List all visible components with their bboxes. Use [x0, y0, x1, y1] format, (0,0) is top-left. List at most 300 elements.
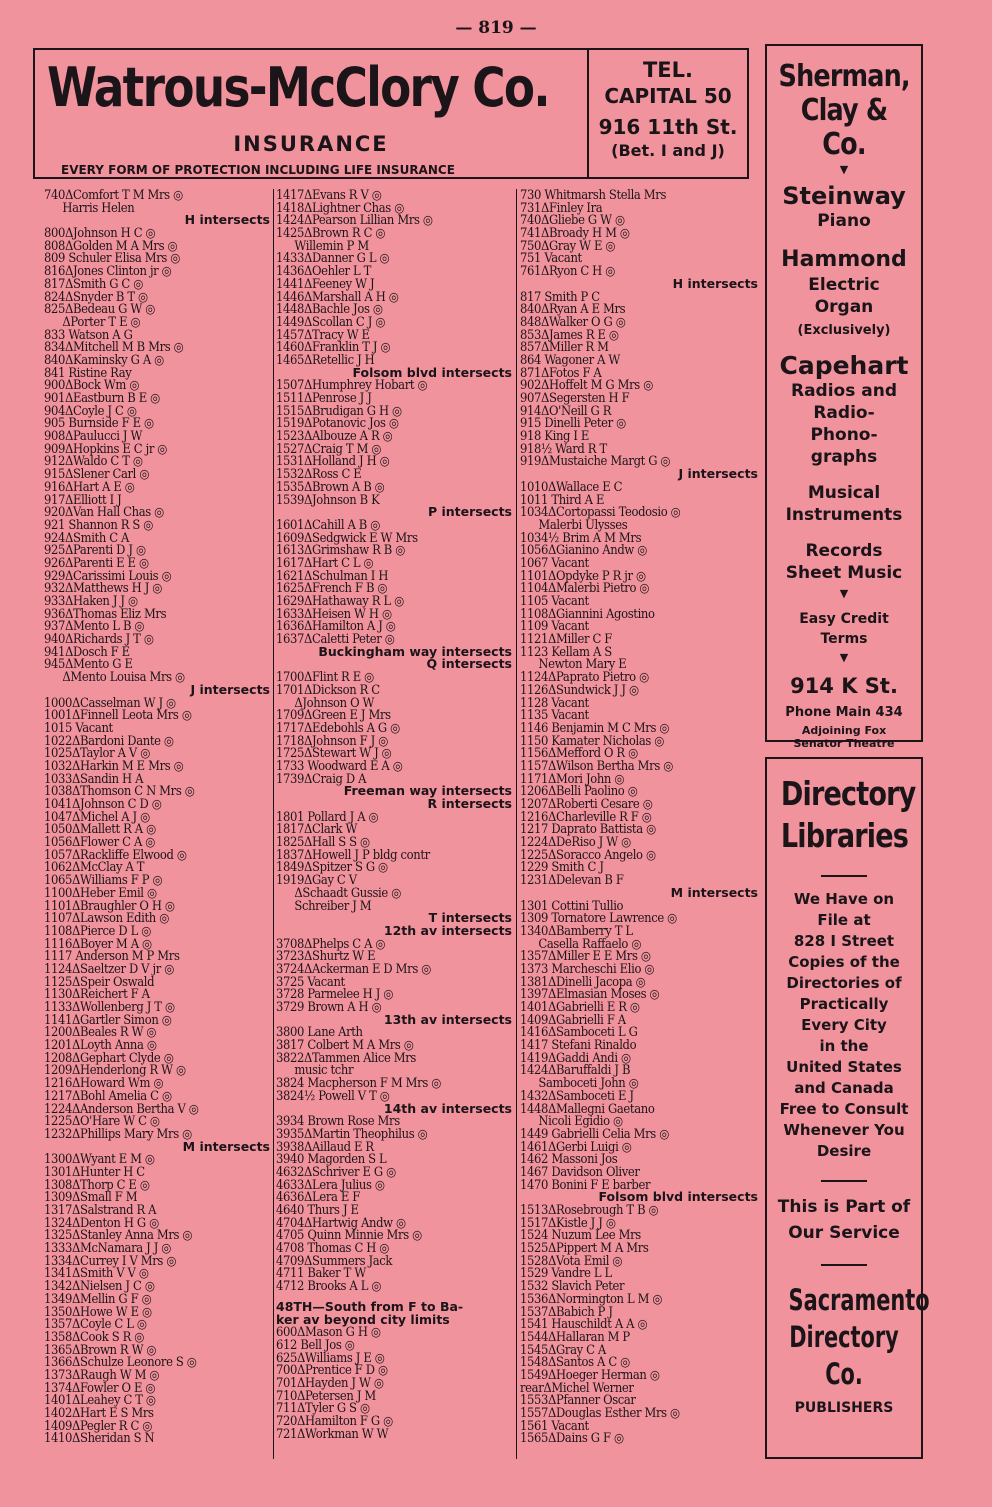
- directory-entry: 761ΔRyon C H ◎: [520, 263, 615, 279]
- directory-entry: 902ΔHoffelt M G Mrs ◎: [520, 377, 653, 393]
- directory-entry: 1532ΔRoss C E: [276, 466, 362, 482]
- directory-entry: 848ΔWalker O G ◎: [520, 313, 626, 329]
- directory-title-line1: Directory: [780, 774, 916, 813]
- directory-entry: 730 Whitmarsh Stella Mrs: [520, 187, 667, 202]
- directory-body-line: Directories of: [786, 974, 902, 992]
- directory-entry: 864 Wagoner A W: [520, 351, 620, 367]
- directory-entry: 912ΔWaldo C T ◎: [44, 453, 143, 469]
- directory-entry: 1519ΔPotanovic Jos ◎: [276, 415, 399, 431]
- directory-entry: 924ΔSmith C A: [44, 529, 130, 545]
- directory-entry: 1216ΔCharleville R F ◎: [520, 808, 652, 824]
- directory-sub-entry: Harris Helen: [62, 199, 135, 215]
- column-divider: [516, 189, 517, 1459]
- directory-entry: 1536ΔNormington L M ◎: [520, 1290, 663, 1306]
- advert-contact-panel: [589, 50, 747, 177]
- directory-entry: 1171ΔMori John ◎: [520, 770, 625, 786]
- directory-entry: 4712 Brooks A L ◎: [276, 1278, 382, 1294]
- tel-label: TEL.: [642, 58, 694, 82]
- directory-entry: 1232ΔPhillips Mary Mrs ◎: [44, 1125, 192, 1141]
- directory-entry: 1507ΔHumphrey Hobart ◎: [276, 377, 428, 393]
- insurance-label: INSURANCE: [233, 132, 389, 156]
- graphs-label: graphs: [810, 447, 878, 467]
- directory-entry: 1350ΔHowe W E ◎: [44, 1303, 152, 1319]
- arrow-icon: ▼: [839, 163, 849, 176]
- intersection-heading: 13th av intersects: [383, 1011, 512, 1027]
- directory-entry: 1011 Third A E: [520, 491, 605, 507]
- directory-entry: 1067 Vacant: [520, 554, 589, 570]
- street-heading: 48TH—South from F to Ba-: [276, 1298, 464, 1314]
- directory-entry: 1207ΔRoberti Cesare ◎: [520, 796, 653, 811]
- directory-entry: 1334ΔCurrey I V Mrs ◎: [44, 1252, 177, 1268]
- directory-entry: 1617ΔHart C L ◎: [276, 554, 374, 570]
- directory-entry: 1000ΔCasselman W J ◎: [44, 694, 176, 710]
- directory-entry: 1301 Cottini Tullio: [520, 897, 624, 913]
- directory-entry: 1528ΔVota Emil ◎: [520, 1252, 623, 1268]
- directory-entry: 1224ΔDeRiso J W ◎: [520, 834, 631, 850]
- directory-entry: 932ΔMatthews H J ◎: [44, 580, 163, 596]
- directory-entry: 1317ΔSalstrand R A: [44, 1202, 157, 1217]
- directory-entry: 1130ΔReichert F A: [44, 986, 150, 1002]
- directory-entry: 1340ΔBamberry T L: [520, 922, 633, 938]
- company-name: Watrous-McClory Co.: [47, 56, 549, 119]
- directory-entry: 1010ΔWallace E C: [520, 478, 623, 494]
- directory-entry: 1402ΔHart E S Mrs: [44, 1405, 154, 1420]
- directory-entry: 921 Shannon R S ◎: [44, 516, 154, 532]
- directory-entry: 809 Schuler Elisa Mrs ◎: [44, 250, 181, 266]
- directory-body-line: We Have on: [793, 890, 895, 908]
- directory-entry: 840ΔKaminsky G A ◎: [44, 351, 164, 367]
- directory-entry: 4640 Thurs J E: [276, 1202, 359, 1217]
- directory-body-line: and Canada: [794, 1079, 894, 1097]
- directory-sub-entry: Willemin P M: [294, 237, 369, 253]
- directory-entry: 825ΔBedeau G W ◎: [44, 301, 155, 317]
- directory-entry: 1133ΔWollenberg J T ◎: [44, 999, 175, 1014]
- directory-sub-entry: ΔPorter T E ◎: [62, 313, 141, 329]
- directory-entry: 700ΔPrentice F D ◎: [276, 1362, 388, 1378]
- directory-entry: 3824½ Powell V T ◎: [276, 1087, 390, 1103]
- directory-entry: 1448ΔBachle Jos ◎: [276, 301, 383, 317]
- directory-entry: 1739ΔCraig D A: [276, 770, 367, 786]
- directory-entry: 1100ΔHeber Emil ◎: [44, 884, 157, 900]
- intersection-heading: 14th av intersects: [383, 1100, 512, 1116]
- directory-entry: 916ΔHart A E ◎: [44, 478, 135, 494]
- directory-column-1: [44, 189, 270, 1445]
- directory-entry: 1121ΔMiller C F: [520, 631, 612, 647]
- directory-sub-entry: Newton Mary E: [538, 656, 627, 672]
- directory-entry: 904ΔCoyle J C ◎: [44, 402, 137, 418]
- protection-tagline: EVERY FORM OF PROTECTION INCLUDING LIFE INSURANCE: [61, 162, 455, 177]
- intersection-heading: M intersects: [670, 884, 758, 900]
- directory-entry: 1621ΔSchulman I H: [276, 567, 389, 583]
- electric-label: Electric: [808, 275, 880, 295]
- intersection-heading: R intersects: [427, 796, 512, 811]
- directory-entry: 1401ΔLeahey C T ◎: [44, 1392, 156, 1408]
- directory-entry: 919ΔMustaiche Margt G ◎: [520, 453, 671, 469]
- directory-entry: 1410ΔSheridan S N: [44, 1430, 155, 1446]
- directory-entry: 4709ΔSummers Jack: [276, 1252, 393, 1268]
- directory-entry: 3940 Magorden S L: [276, 1151, 387, 1167]
- directory-entry: 1231ΔDelevan B F: [520, 872, 624, 888]
- insurance-advertisement: [33, 48, 749, 179]
- directory-entry: 1357ΔCoyle C L ◎: [44, 1316, 147, 1332]
- directory-entry: 3800 Lane Arth: [276, 1024, 363, 1040]
- directory-entry: 1300ΔWyant E M ◎: [44, 1151, 155, 1167]
- directory-entry: 4632ΔSchriver E G ◎: [276, 1163, 396, 1179]
- directory-sub-entry: Malerbi Ulysses: [538, 516, 628, 532]
- directory-sub-entry: ΔMento Louisa Mrs ◎: [62, 669, 185, 685]
- directory-entry: 945ΔMento G E: [44, 656, 133, 672]
- directory-body-line: Copies of the: [788, 953, 900, 971]
- directory-entry: 1301ΔHunter H C: [44, 1163, 145, 1179]
- directory-entry: 1625ΔFrench F B ◎: [276, 580, 388, 596]
- directory-title-line2: Libraries: [780, 816, 909, 855]
- directory-entry: 1513ΔRosebrough T B ◎: [520, 1202, 659, 1217]
- directory-body-line: Practically: [799, 995, 889, 1013]
- directory-entry: 625ΔWilliams J E ◎: [276, 1349, 385, 1365]
- directory-entry: 1104ΔMalerbi Pietro ◎: [520, 580, 650, 596]
- advertiser-name-line2: Clay & Co.: [800, 93, 888, 162]
- directory-entry: 4705 Quinn Minnie Mrs ◎: [276, 1227, 422, 1243]
- directory-entry: 4711 Baker T W: [276, 1265, 366, 1281]
- directory-entry: 1216ΔHoward Wm ◎: [44, 1075, 164, 1091]
- musical-label: Musical: [807, 483, 881, 503]
- directory-body-line: 828 I Street: [793, 932, 895, 950]
- directory-entry: 1524 Nuzum Lee Mrs: [520, 1227, 641, 1243]
- street-address: 916 11th St.: [598, 115, 738, 139]
- directory-entry: 1633ΔHeisen W H ◎: [276, 605, 392, 621]
- street-heading: ker av beyond city limits: [276, 1311, 450, 1327]
- directory-entry: 929ΔCarissimi Louis ◎: [44, 567, 172, 583]
- directory-entry: 941ΔDosch F E: [44, 643, 130, 659]
- directory-entry: 920ΔVan Hall Chas ◎: [44, 504, 164, 520]
- directory-entry: 1141ΔGartler Simon ◎: [44, 1011, 172, 1027]
- directory-entry: 1418ΔLightner Chas ◎: [276, 199, 404, 215]
- directory-entry: 1539ΔJohnson B K: [276, 491, 380, 507]
- intersection-heading: H intersects: [672, 275, 758, 291]
- store-phone: Phone Main 434: [785, 705, 903, 720]
- divider: [821, 875, 867, 877]
- directory-entry: 1358ΔCook S R ◎: [44, 1328, 144, 1344]
- directory-entry: 741ΔBroady H M ◎: [520, 225, 630, 241]
- directory-entry: 1108ΔPierce D L ◎: [44, 922, 151, 938]
- directory-entry: 1441ΔFeeney W J: [276, 275, 375, 291]
- directory-entry: 1062ΔMcClay A T: [44, 859, 145, 875]
- advertiser-name: [779, 60, 910, 162]
- intersection-heading: H intersects: [184, 212, 270, 228]
- directory-entry: 1532 Slavich Peter: [520, 1278, 625, 1294]
- directory-entry: 925ΔParenti D J ◎: [44, 542, 146, 558]
- intersection-heading: T intersects: [428, 910, 512, 926]
- directory-entry: 1342ΔNielsen J C ◎: [44, 1278, 155, 1294]
- directory-entry: 817 Smith P C: [520, 288, 600, 304]
- adjoining-line2: Senator Theatre: [793, 737, 895, 750]
- directory-entry: 1517ΔKistle J J ◎: [520, 1214, 616, 1230]
- directory-entry: 1553ΔPfanner Oscar: [520, 1392, 636, 1408]
- directory-entry: 1057ΔRackliffe Elwood ◎: [44, 846, 187, 862]
- arrow-icon: ▼: [839, 651, 849, 664]
- directory-entry: 1397ΔElmasian Moses ◎: [520, 986, 660, 1002]
- directory-entry: 1465ΔRetellic J H: [276, 351, 375, 367]
- directory-entry: 1056ΔGianino Andw ◎: [520, 542, 647, 558]
- directory-entry: 1033ΔSandin H A: [44, 770, 144, 786]
- directory-column-2: [276, 189, 512, 1440]
- directory-entry: 701ΔHayden J W ◎: [276, 1374, 384, 1390]
- divider: [821, 1180, 867, 1182]
- directory-entry: 720ΔHamilton F G ◎: [276, 1413, 393, 1428]
- directory-entry: 3934 Brown Rose Mrs: [276, 1113, 400, 1129]
- directory-entry: 1457ΔTracy W E: [276, 326, 370, 342]
- intersection-heading: Folsom blvd intersects: [598, 1189, 758, 1205]
- directory-entry: 4636ΔLera E F: [276, 1189, 360, 1205]
- directory-entry: 731ΔFinley Ira: [520, 199, 603, 215]
- directory-entry: 1108ΔGiannini Agostino: [520, 605, 655, 621]
- advertiser-name-line1: Sherman,: [778, 59, 910, 94]
- directory-entry: 926ΔParenti E E ◎: [44, 554, 149, 570]
- directory-entry: 1125ΔSpeir Oswald: [44, 973, 155, 989]
- directory-entry: 1461ΔGerbi Luigi ◎: [520, 1138, 632, 1154]
- directory-entry: 1601ΔCahill A B ◎: [276, 516, 381, 532]
- directory-entry: 824ΔSnyder B T ◎: [44, 288, 148, 304]
- directory-entry: 1206ΔBelli Paolino ◎: [520, 783, 638, 799]
- directory-entry: 1424ΔBaruffaldi J B: [520, 1062, 631, 1078]
- column-divider: [273, 189, 274, 1459]
- directory-entry: 1373ΔRaugh W M ◎: [44, 1366, 160, 1382]
- directory-entry: 1116ΔBoyer M A ◎: [44, 935, 152, 951]
- directory-entry: 1001ΔFinnell Leota Mrs ◎: [44, 707, 192, 723]
- directory-entry: 1409ΔPegler R C ◎: [44, 1417, 152, 1433]
- directory-entry: 1373 Marcheschi Elio ◎: [520, 960, 655, 976]
- sheet-music-label: Sheet Music: [785, 563, 903, 583]
- directory-entry: 600ΔMason G H ◎: [276, 1324, 381, 1340]
- directory-entry: 1425ΔBrown R C ◎: [276, 225, 386, 241]
- directory-sub-entry: Nicoli Egidio ◎: [538, 1113, 623, 1129]
- directory-entry: 1629ΔHathaway R L ◎: [276, 593, 404, 608]
- directory-entry: 817ΔSmith G C ◎: [44, 275, 144, 291]
- directory-entry: 1460ΔFranklin T J ◎: [276, 339, 391, 355]
- directory-entry: 914ΔO'Neill G R: [520, 402, 612, 418]
- intersection-heading: P intersects: [427, 504, 512, 520]
- directory-entry: 857ΔMiller R M: [520, 339, 609, 355]
- records-label: Records: [805, 541, 883, 561]
- capehart-brand: Capehart: [779, 351, 909, 380]
- directory-entry: 1150 Kamater Nicholas ◎: [520, 732, 665, 748]
- directory-entry: 907ΔSegersten H F: [520, 390, 630, 405]
- directory-entry: 4708 Thomas C H ◎: [276, 1240, 390, 1256]
- directory-entry: 4704ΔHartwig Andw ◎: [276, 1214, 406, 1230]
- intersection-heading: Buckingham way intersects: [318, 643, 512, 659]
- directory-body-line: Every City: [801, 1016, 887, 1034]
- directory-sub-entry: music tchr: [294, 1062, 354, 1078]
- hammond-brand: Hammond: [781, 247, 907, 272]
- directory-entry: 1511ΔPenrose J J: [276, 390, 372, 405]
- directory-entry: 1229 Smith C J: [520, 859, 604, 875]
- directory-entry: 1022ΔBardoni Dante ◎: [44, 732, 174, 748]
- directory-entry: 1200ΔBeales R W ◎: [44, 1024, 157, 1040]
- directory-entry: 915 Dinelli Peter ◎: [520, 415, 626, 431]
- directory-entry: 900ΔBock Wm ◎: [44, 377, 140, 393]
- directory-entry: 1544ΔHallaran M P: [520, 1328, 630, 1344]
- store-address: 914 K St.: [790, 674, 898, 698]
- directory-entry: 1436ΔOehler L T: [276, 263, 372, 279]
- directory-entry: 1561 Vacant: [520, 1417, 589, 1433]
- directory-entry: 3723ΔShurtz W E: [276, 948, 376, 964]
- directory-entry: 1201ΔLoyth Anna ◎: [44, 1037, 157, 1053]
- directory-entry: 1529 Vandre L L: [520, 1265, 612, 1281]
- directory-entry: 1541 Hauschildt A A ◎: [520, 1316, 648, 1332]
- directory-entry: 1557ΔDouglas Esther Mrs ◎: [520, 1405, 680, 1420]
- directory-entry: 3708ΔPhelps C A ◎: [276, 935, 386, 951]
- directory-entry: 1718ΔJohnson F J ◎: [276, 732, 389, 748]
- directory-entry: 1209ΔHenderlong R W ◎: [44, 1062, 186, 1078]
- directory-entry: 4633ΔLera Julius ◎: [276, 1176, 385, 1192]
- directory-entry: 1224ΔAnderson Bertha V ◎: [44, 1100, 199, 1116]
- directory-body-line: File at: [817, 911, 871, 929]
- directory-entry: 1124ΔPaprato Pietro ◎: [520, 669, 649, 685]
- directory-entry: 750ΔGray W E ◎: [520, 237, 616, 253]
- directory-entry: 1156ΔMefford O R ◎: [520, 745, 638, 761]
- directory-entry: 1417 Stefani Rinaldo: [520, 1037, 637, 1053]
- directory-sub-entry: ΔJohnson O W: [294, 694, 375, 710]
- directory-libraries-advertisement: [765, 757, 930, 1459]
- directory-entry: 1041ΔJohnson C D ◎: [44, 796, 162, 811]
- intersection-heading: Freeman way intersects: [343, 783, 512, 799]
- phono-label: Phono-: [810, 425, 878, 445]
- directory-entry: 1825ΔHall S S ◎: [276, 834, 370, 850]
- publisher-name-line2: Directory: [789, 1320, 899, 1354]
- directory-entry: 3824 Macpherson F M Mrs ◎: [276, 1075, 441, 1091]
- directory-entry: 1717ΔEdebohls A G ◎: [276, 719, 400, 735]
- directory-entry: 1349ΔMellin G F ◎: [44, 1290, 152, 1306]
- directory-body-line: United States: [786, 1058, 902, 1076]
- easy-credit-label: Easy Credit: [799, 611, 889, 627]
- intersection-heading: J intersects: [190, 681, 270, 697]
- part-of-service-line1: This is Part of: [777, 1197, 911, 1217]
- directory-sub-entry: Samboceti John ◎: [538, 1075, 639, 1091]
- directory-entry: 1549ΔHoeger Herman ◎: [520, 1366, 660, 1382]
- directory-sub-entry: ΔSchaadt Gussie ◎: [294, 884, 401, 900]
- directory-entry: 1015 Vacant: [44, 719, 113, 735]
- phone-number: CAPITAL 50: [604, 84, 732, 108]
- directory-entry: 853ΔJames R E ◎: [520, 326, 619, 342]
- directory-entry: 740ΔGliebe G W ◎: [520, 212, 625, 228]
- directory-entry: 1548ΔSantos A C ◎: [520, 1354, 630, 1370]
- directory-entry: 1032ΔHarkin M E Mrs ◎: [44, 757, 184, 773]
- directory-entry: 1837ΔHowell J P bldg contr: [276, 846, 430, 862]
- directory-entry: 1725ΔStewart W J ◎: [276, 745, 392, 761]
- directory-entry: 1135 Vacant: [520, 707, 589, 723]
- directory-entry: 1467 Davidson Oliver: [520, 1163, 640, 1179]
- organ-label: Organ: [814, 297, 874, 317]
- directory-entry: 808ΔGolden M A Mrs ◎: [44, 237, 178, 253]
- directory-entry: 933ΔHaken J J ◎: [44, 593, 138, 608]
- directory-entry: 1565ΔDains G F ◎: [520, 1430, 624, 1446]
- directory-entry: 1446ΔMarshall A H ◎: [276, 288, 399, 304]
- directory-entry: 909ΔHopkins E C jr ◎: [44, 440, 168, 456]
- directory-entry: 1365ΔBrown R W ◎: [44, 1341, 157, 1357]
- directory-entry: 841 Ristine Ray: [44, 364, 132, 380]
- directory-entry: 1124ΔSaeltzer D V jr ◎: [44, 960, 174, 976]
- intersection-heading: Q intersects: [426, 656, 512, 672]
- directory-entry: 1381ΔDinelli Jacopa ◎: [520, 973, 646, 989]
- directory-entry: 1449ΔScollan C J ◎: [276, 313, 386, 329]
- radios-label: Radios and: [790, 381, 898, 401]
- arrow-icon: ▼: [839, 587, 849, 600]
- directory-entry: 1308ΔThorp C E ◎: [44, 1176, 150, 1192]
- directory-entry: 1123 Kellam A S: [520, 643, 612, 659]
- directory-entry: 1545ΔGray C A: [520, 1341, 606, 1357]
- directory-entry: 1146 Benjamin M C Mrs ◎: [520, 719, 670, 735]
- directory-entry: 1225ΔO'Hare W C ◎: [44, 1113, 160, 1129]
- directory-entry: 1709ΔGreen E J Mrs: [276, 707, 391, 723]
- directory-entry: 1919ΔGay C V: [276, 872, 357, 888]
- directory-entry: 917ΔElliott I J: [44, 491, 122, 507]
- directory-entry: 1107ΔLawson Edith ◎: [44, 910, 169, 926]
- directory-entry: 1128 Vacant: [520, 694, 589, 710]
- directory-entry: 1801 Pollard J A ◎: [276, 808, 379, 824]
- advert-left-panel: [35, 50, 589, 177]
- terms-label: Terms: [820, 631, 868, 647]
- directory-entry: 3728 Parmelee H J ◎: [276, 986, 394, 1002]
- directory-entry: 1701ΔDickson R C: [276, 681, 380, 697]
- directory-entry: 3724ΔAckerman E D Mrs ◎: [276, 960, 431, 976]
- directory-entry: 1157ΔWilson Bertha Mrs ◎: [520, 757, 673, 773]
- intersection-heading: Folsom blvd intersects: [352, 364, 512, 380]
- directory-entry: 3729 Brown A H ◎: [276, 999, 382, 1014]
- directory-entry: 1225ΔSoracco Angelo ◎: [520, 846, 656, 862]
- intersection-heading: 12th av intersects: [383, 922, 512, 938]
- directory-entry: 1609ΔSedgwick E W Mrs: [276, 529, 418, 545]
- directory-entry: 1515ΔBrudigan G H ◎: [276, 402, 402, 418]
- directory-entry: 3935ΔMartin Theophilus ◎: [276, 1125, 428, 1141]
- directory-entry: 1324ΔDenton H G ◎: [44, 1214, 159, 1230]
- directory-entry: 1525ΔPippert M A Mrs: [520, 1240, 649, 1256]
- directory-entry: 1109 Vacant: [520, 618, 589, 634]
- divider: [821, 1264, 867, 1266]
- page-number: — 819 —: [455, 18, 537, 38]
- publisher-name-line3: Co.: [825, 1357, 863, 1391]
- directory-entry: 1309ΔSmall F M: [44, 1189, 138, 1205]
- directory-entry: 721ΔWorkman W W: [276, 1425, 389, 1441]
- directory-entry: 1038ΔThomson C N Mrs ◎: [44, 783, 195, 799]
- directory-entry: 1357ΔMiller E E Mrs ◎: [520, 948, 651, 964]
- directory-entry: 3817 Colbert M A Mrs ◎: [276, 1037, 414, 1053]
- directory-entry: 1416ΔSamboceti L G: [520, 1024, 638, 1040]
- directory-entry: 1636ΔHamilton A J ◎: [276, 618, 396, 634]
- directory-entry: 1325ΔStanley Anna Mrs ◎: [44, 1227, 193, 1243]
- sherman-clay-advertisement: [765, 44, 923, 750]
- directory-entry: 1034½ Brim A M Mrs: [520, 529, 642, 545]
- directory-entry: 918½ Ward R T: [520, 440, 607, 456]
- directory-entry: 1208ΔGephart Clyde ◎: [44, 1049, 174, 1065]
- directory-entry: 1309 Tornatore Lawrence ◎: [520, 910, 677, 926]
- directory-entry: 1105 Vacant: [520, 593, 589, 608]
- directory-body-line: Whenever You: [783, 1121, 905, 1139]
- directory-entry: 937ΔMento L B ◎: [44, 618, 145, 634]
- directory-entry: 834ΔMitchell M B Mrs ◎: [44, 339, 184, 355]
- directory-entry: 918 King I E: [520, 428, 590, 444]
- directory-entry: 833 Watson A G: [44, 326, 133, 342]
- directory-entry: 901ΔEastburn B E ◎: [44, 390, 160, 405]
- directory-entry: 1637ΔCaletti Peter ◎: [276, 631, 395, 647]
- part-of-service-line2: Our Service: [788, 1223, 900, 1243]
- directory-entry: 1417ΔEvans R V ◎: [276, 187, 382, 202]
- instruments-label: Instruments: [785, 505, 903, 525]
- publishers-label: PUBLISHERS: [794, 1400, 894, 1416]
- directory-entry: 1056ΔFlower C A ◎: [44, 834, 156, 850]
- directory-column-3: [520, 189, 758, 1445]
- directory-entry: 1433ΔDanner G L ◎: [276, 250, 390, 266]
- directory-entry: 1817ΔClark W: [276, 821, 358, 837]
